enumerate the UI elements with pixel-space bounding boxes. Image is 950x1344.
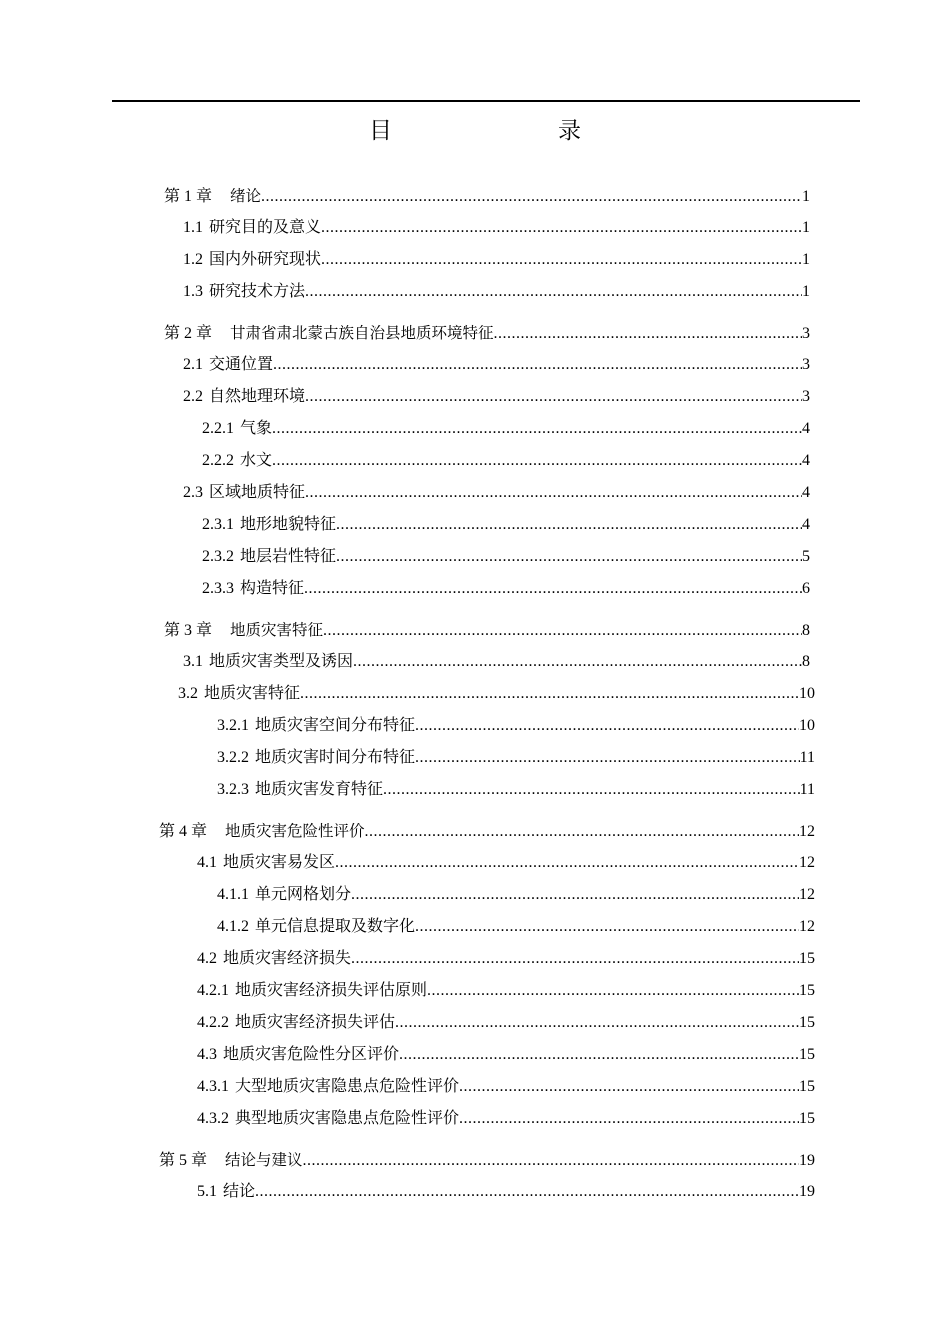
toc-entry[interactable] bbox=[202, 577, 810, 601]
toc-page-number: 10 bbox=[799, 717, 815, 734]
toc-page-number: 15 bbox=[799, 950, 815, 967]
toc-entry-label bbox=[202, 449, 272, 473]
toc-page-number: 10 bbox=[799, 685, 815, 702]
toc-page-number: 15 bbox=[799, 1078, 815, 1095]
toc-entry-label bbox=[183, 481, 305, 505]
toc-entry-label bbox=[217, 714, 415, 738]
toc-dot-leader bbox=[365, 820, 799, 844]
toc-entry-number: 4.3.2 bbox=[197, 1110, 229, 1127]
toc-dot-leader bbox=[494, 322, 802, 346]
toc-entry[interactable] bbox=[183, 353, 810, 377]
toc-entry[interactable] bbox=[183, 216, 810, 240]
toc-entry-number: 4.3.1 bbox=[197, 1078, 229, 1095]
toc-dot-leader bbox=[255, 1180, 799, 1204]
toc-entry-label bbox=[183, 353, 273, 377]
toc-entry-number: 1.3 bbox=[183, 283, 203, 300]
toc-page-number: 1 bbox=[802, 219, 810, 236]
toc-entry-number: 2.3.1 bbox=[202, 516, 234, 533]
toc-entry-label bbox=[164, 184, 261, 209]
toc-entry-title: 地质灾害经济损失评估 bbox=[235, 1014, 396, 1031]
toc-entry[interactable] bbox=[197, 851, 815, 875]
toc-page-number: 3 bbox=[802, 325, 810, 342]
toc-entry-title: 地质灾害经济损失 bbox=[223, 950, 352, 967]
toc-page-number: 15 bbox=[799, 1046, 815, 1063]
toc-entry-label bbox=[217, 746, 415, 770]
toc-entry[interactable] bbox=[197, 1180, 815, 1204]
toc-entry-title: 自然地理环境 bbox=[209, 388, 306, 405]
toc-dot-leader bbox=[415, 746, 800, 770]
toc-entry-title: 地质灾害空间分布特征 bbox=[255, 717, 416, 734]
toc-entry-title: 甘肃省肃北蒙古族自治县地质环境特征 bbox=[230, 324, 494, 342]
toc-entry-title: 研究技术方法 bbox=[209, 283, 306, 300]
toc-entry-title: 研究目的及意义 bbox=[209, 219, 322, 236]
toc-dot-leader bbox=[395, 1011, 799, 1035]
toc-dot-leader bbox=[323, 619, 802, 643]
toc-entry-number: 第 2 章 bbox=[164, 325, 213, 342]
toc-entry-label bbox=[183, 650, 353, 674]
toc-page-number: 15 bbox=[799, 982, 815, 999]
toc-entry-label bbox=[183, 216, 321, 240]
toc-dot-leader bbox=[415, 714, 799, 738]
toc-entry-label bbox=[202, 513, 336, 537]
toc-entry-label bbox=[197, 1180, 255, 1204]
toc-entry[interactable] bbox=[159, 819, 815, 843]
toc-entry-number: 2.3.2 bbox=[202, 548, 234, 565]
toc-entry-number: 2.3 bbox=[183, 484, 203, 501]
toc-entry-title: 地质灾害特征 bbox=[204, 685, 301, 702]
toc-entry-number: 3.2.2 bbox=[217, 749, 249, 766]
toc-entry[interactable] bbox=[197, 979, 815, 1003]
toc-entry-title: 地质灾害危险性分区评价 bbox=[223, 1046, 400, 1063]
toc-entry[interactable] bbox=[159, 1148, 815, 1172]
toc-entry-label bbox=[197, 851, 335, 875]
toc-entry-label bbox=[217, 915, 415, 939]
toc-dot-leader bbox=[305, 385, 802, 409]
toc-entry-number: 4.1.1 bbox=[217, 886, 249, 903]
toc-page-number: 15 bbox=[799, 1110, 815, 1127]
toc-entry[interactable] bbox=[197, 1011, 815, 1035]
toc-entry[interactable] bbox=[183, 280, 810, 304]
toc-entry-title: 绪论 bbox=[230, 187, 262, 205]
toc-entry-title: 单元信息提取及数字化 bbox=[255, 918, 416, 935]
toc-entry-number: 3.2 bbox=[178, 685, 198, 702]
toc-page-number: 6 bbox=[802, 580, 810, 597]
toc-entry-label bbox=[202, 417, 272, 441]
toc-entry-number: 4.3 bbox=[197, 1046, 217, 1063]
toc-entry[interactable] bbox=[202, 417, 810, 441]
toc-dot-leader bbox=[272, 449, 802, 473]
toc-entry-number: 3.1 bbox=[183, 653, 203, 670]
toc-entry-label bbox=[202, 577, 304, 601]
toc-dot-leader bbox=[383, 778, 800, 802]
toc-dot-leader bbox=[305, 481, 802, 505]
toc-entry-label bbox=[197, 947, 351, 971]
toc-entry-title: 地质灾害易发区 bbox=[223, 854, 336, 871]
toc-entry-title: 区域地质特征 bbox=[209, 484, 306, 501]
toc-entry-label bbox=[164, 321, 494, 346]
toc-entry-label bbox=[197, 979, 427, 1003]
toc-page-number: 1 bbox=[802, 283, 810, 300]
toc-page-number: 5 bbox=[802, 548, 810, 565]
toc-dot-leader bbox=[351, 883, 799, 907]
toc-page-number: 12 bbox=[799, 854, 815, 871]
toc-entry-label bbox=[197, 1107, 459, 1131]
toc-entry-number: 1.1 bbox=[183, 219, 203, 236]
toc-entry-title: 大型地质灾害隐患点危险性评价 bbox=[235, 1078, 460, 1095]
toc-dot-leader bbox=[321, 248, 802, 272]
toc-dot-leader bbox=[399, 1043, 799, 1067]
toc-entry-number: 2.2.2 bbox=[202, 452, 234, 469]
toc-entry[interactable] bbox=[183, 248, 810, 272]
toc-entry-number: 4.2 bbox=[197, 950, 217, 967]
toc-entry-number: 4.2.1 bbox=[197, 982, 229, 999]
toc-page-number: 12 bbox=[799, 886, 815, 903]
toc-dot-leader bbox=[261, 185, 802, 209]
toc-dot-leader bbox=[272, 417, 802, 441]
toc-dot-leader bbox=[353, 650, 802, 674]
toc-entry[interactable] bbox=[202, 545, 810, 569]
toc-dot-leader bbox=[305, 280, 802, 304]
toc-entry-label bbox=[164, 618, 323, 643]
toc-entry-number: 3.2.3 bbox=[217, 781, 249, 798]
toc-entry-label bbox=[217, 778, 383, 802]
toc-page-number: 3 bbox=[802, 356, 810, 373]
toc-entry-label bbox=[183, 280, 305, 304]
toc-entry[interactable] bbox=[178, 682, 815, 706]
toc-entry-number: 4.2.2 bbox=[197, 1014, 229, 1031]
toc-dot-leader bbox=[336, 545, 802, 569]
toc-entry[interactable] bbox=[183, 650, 810, 674]
page-title: 目 录 bbox=[369, 118, 621, 143]
toc-page-number: 8 bbox=[802, 622, 810, 639]
toc-entry-number: 第 4 章 bbox=[159, 823, 208, 840]
toc-entry[interactable] bbox=[202, 449, 810, 473]
toc-page-number: 4 bbox=[802, 420, 810, 437]
toc-entry[interactable] bbox=[217, 915, 815, 939]
toc-entry-title: 单元网格划分 bbox=[255, 886, 352, 903]
toc-page-number: 4 bbox=[802, 516, 810, 533]
toc-entry-title: 典型地质灾害隐患点危险性评价 bbox=[235, 1110, 460, 1127]
toc-entry-number: 2.2.1 bbox=[202, 420, 234, 437]
toc-entry-title: 地质灾害经济损失评估原则 bbox=[235, 982, 428, 999]
toc-entry[interactable] bbox=[164, 618, 810, 642]
toc-page-number: 12 bbox=[799, 918, 815, 935]
toc-entry-label bbox=[197, 1011, 395, 1035]
toc-entry-number: 5.1 bbox=[197, 1183, 217, 1200]
toc-entry-title: 地形地貌特征 bbox=[240, 516, 337, 533]
toc-entry[interactable] bbox=[183, 385, 810, 409]
toc-entry[interactable] bbox=[164, 184, 810, 208]
toc-entry[interactable] bbox=[217, 883, 815, 907]
toc-entry-title: 结论 bbox=[223, 1183, 256, 1200]
toc-dot-leader bbox=[336, 513, 802, 537]
toc-page-number: 3 bbox=[802, 388, 810, 405]
toc-entry-number: 第 5 章 bbox=[159, 1152, 208, 1169]
toc-entry-title: 气象 bbox=[240, 420, 273, 437]
toc-entry-title: 水文 bbox=[240, 452, 273, 469]
toc-entry[interactable] bbox=[197, 1043, 815, 1067]
toc-entry-number: 第 3 章 bbox=[164, 622, 213, 639]
toc-entry-label bbox=[202, 545, 336, 569]
toc-entry-number: 4.1 bbox=[197, 854, 217, 871]
toc-page-number: 1 bbox=[802, 251, 810, 268]
toc-entry-number: 2.1 bbox=[183, 356, 203, 373]
toc-entry[interactable] bbox=[197, 1107, 815, 1131]
toc-entry[interactable] bbox=[217, 778, 815, 802]
toc-entry[interactable] bbox=[197, 1075, 815, 1099]
header-rule bbox=[112, 100, 860, 102]
toc-entry-title: 结论与建议 bbox=[225, 1151, 303, 1169]
toc-dot-leader bbox=[351, 947, 799, 971]
toc-entry-label bbox=[178, 682, 300, 706]
toc-page-number: 4 bbox=[802, 452, 810, 469]
toc-page-number: 8 bbox=[802, 653, 810, 670]
toc-entry-label bbox=[217, 883, 351, 907]
toc-entry[interactable] bbox=[164, 321, 810, 345]
toc-dot-leader bbox=[273, 353, 802, 377]
toc-dot-leader bbox=[415, 915, 799, 939]
toc-dot-leader bbox=[321, 216, 802, 240]
toc-page-number: 19 bbox=[799, 1152, 815, 1169]
toc-dot-leader bbox=[459, 1075, 799, 1099]
toc-entry-title: 地质灾害发育特征 bbox=[255, 781, 384, 798]
toc-page-number: 15 bbox=[799, 1014, 815, 1031]
toc-entry[interactable] bbox=[202, 513, 810, 537]
toc-entry-label bbox=[183, 385, 305, 409]
toc-entry-title: 地层岩性特征 bbox=[240, 548, 337, 565]
toc-entry-label bbox=[197, 1075, 459, 1099]
toc-page-number: 11 bbox=[799, 749, 815, 766]
toc-page-number: 11 bbox=[799, 781, 815, 798]
toc-dot-leader bbox=[303, 1149, 799, 1173]
toc-entry-number: 2.3.3 bbox=[202, 580, 234, 597]
toc-entry-title: 构造特征 bbox=[240, 580, 305, 597]
toc-page-number: 4 bbox=[802, 484, 810, 501]
toc-entry-label bbox=[197, 1043, 399, 1067]
toc-entry-title: 地质灾害时间分布特征 bbox=[255, 749, 416, 766]
toc-dot-leader bbox=[427, 979, 799, 1003]
toc-dot-leader bbox=[335, 851, 799, 875]
toc-entry-number: 4.1.2 bbox=[217, 918, 249, 935]
toc-entry-number: 第 1 章 bbox=[164, 188, 213, 205]
toc-entry-title: 国内外研究现状 bbox=[209, 251, 322, 268]
toc-entry[interactable] bbox=[217, 746, 815, 770]
toc-entry-label bbox=[183, 248, 321, 272]
toc-page-number: 19 bbox=[799, 1183, 815, 1200]
toc-entry[interactable] bbox=[183, 481, 810, 505]
toc-page-number: 12 bbox=[799, 823, 815, 840]
toc-entry-number: 2.2 bbox=[183, 388, 203, 405]
toc-entry-title: 地质灾害类型及诱因 bbox=[209, 653, 354, 670]
toc-dot-leader bbox=[459, 1107, 799, 1131]
toc-entry-number: 3.2.1 bbox=[217, 717, 249, 734]
toc-dot-leader bbox=[304, 577, 802, 601]
toc-entry-title: 交通位置 bbox=[209, 356, 274, 373]
toc-entry[interactable] bbox=[217, 714, 815, 738]
toc-entry-label bbox=[159, 819, 365, 844]
toc-entry[interactable] bbox=[197, 947, 815, 971]
toc-page-number: 1 bbox=[802, 188, 810, 205]
toc-entry-label bbox=[159, 1148, 303, 1173]
toc-dot-leader bbox=[300, 682, 799, 706]
toc-entry-title: 地质灾害危险性评价 bbox=[225, 822, 365, 840]
toc-entry-number: 1.2 bbox=[183, 251, 203, 268]
toc-entry-title: 地质灾害特征 bbox=[230, 621, 324, 639]
